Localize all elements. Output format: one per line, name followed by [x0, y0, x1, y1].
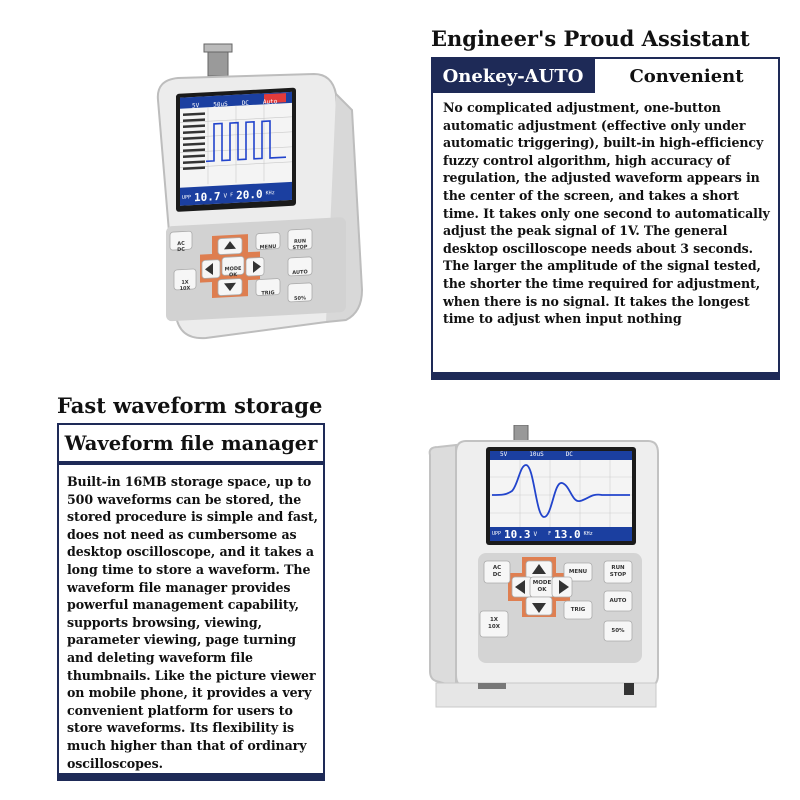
bottom-keypad-labels [426, 425, 676, 715]
run-stop-button[interactable]: RUN STOP [609, 565, 627, 578]
coupling-label: DC [241, 99, 249, 108]
storage-title: Fast waveform storage [57, 393, 323, 418]
onekey-tabs [433, 59, 778, 93]
run-stop-button[interactable]: RUN STOP [292, 238, 308, 252]
freq-label: F [548, 531, 552, 537]
oscilloscope-device-bottom [426, 425, 676, 715]
top-keypad-labels [136, 34, 376, 347]
freq-label: F [230, 192, 234, 199]
acdc-button[interactable]: AC DC [177, 240, 185, 254]
menu-button[interactable]: MENU [568, 569, 588, 575]
header-divider [59, 461, 323, 465]
probe-x1-x10-button[interactable]: 1X 10X [488, 617, 500, 630]
freq-readout: 20.0 [236, 187, 263, 202]
trigger-mode-label: Auto [262, 98, 278, 106]
menu-button[interactable]: MENU [259, 243, 277, 251]
auto-button[interactable]: AUTO [292, 269, 308, 277]
vpp-readout: 10.7 [194, 189, 221, 204]
upp-label: UPP [492, 531, 502, 537]
vpp-readout: 10.3 [504, 527, 531, 541]
fifty-percent-button[interactable]: 50% [611, 628, 625, 634]
time-div-label: 10uS [529, 451, 544, 458]
freq-unit: KHz [265, 190, 275, 197]
vpp-unit: V [223, 192, 228, 200]
probe-x1-x10-button[interactable]: 1X 10X [179, 279, 191, 293]
upp-label: UPP [182, 194, 192, 201]
trig-button[interactable]: TRIG [570, 607, 586, 613]
onekey-panel [431, 57, 780, 380]
trig-button[interactable]: TRIG [261, 290, 275, 297]
coupling-label: DC [565, 451, 573, 458]
onekey-description: No complicated adjustment, one-button automatic adjustment (effective only under automatic triggering), built-in high-efficiency fuzzy control algorithm, high accuracy of regulation, the adjusted waveform appears in the center of the screen, and takes a short time. It takes only one second to automatically adjust the peak signal of 1V. The general desktop oscilloscope needs about 3 seconds. The larger the amplitude of the signal tested, the shorter the time required for adjustment, when there is no signal. It takes the longest time to adjust when input nothing [443, 100, 770, 327]
storage-panel [57, 423, 325, 781]
acdc-button[interactable]: AC DC [492, 565, 502, 578]
oscilloscope-device-top [136, 40, 376, 340]
fifty-percent-button[interactable]: 50% [294, 295, 306, 303]
tab-onekey-auto[interactable]: Onekey-AUTO [433, 59, 593, 93]
freq-unit: KHz [583, 531, 593, 537]
volt-div-label: 5V [500, 451, 508, 458]
volt-div-label: 5V [192, 102, 200, 110]
storage-description: Built-in 16MB storage space, up to 500 waveforms can be stored, the stored procedure is simple and fast, does not need as cumbersome as desktop oscilloscope, and it takes a long time to store a waveform. The waveform file manager provides powerful management capability, supports browsing, viewing, parameter viewing, page turning and deleting waveform file thumbnails. Like the picture viewer on mobile phone, it provides a very convenient platform for users to store waveforms. Its flexibility is much higher than that of ordinary oscilloscopes. [67, 474, 318, 771]
tab-convenient[interactable]: Convenient [593, 59, 778, 93]
engineer-title: Engineer's Proud Assistant [431, 26, 750, 51]
time-div-label: 50uS [213, 100, 228, 109]
mode-ok-button[interactable]: MODE OK [224, 265, 242, 279]
mode-ok-button[interactable]: MODE OK [532, 580, 552, 593]
freq-readout: 13.0 [554, 527, 581, 541]
vpp-unit: V [533, 530, 538, 538]
waveform-file-manager-header: Waveform file manager [64, 431, 318, 455]
auto-button[interactable]: AUTO [609, 598, 627, 604]
